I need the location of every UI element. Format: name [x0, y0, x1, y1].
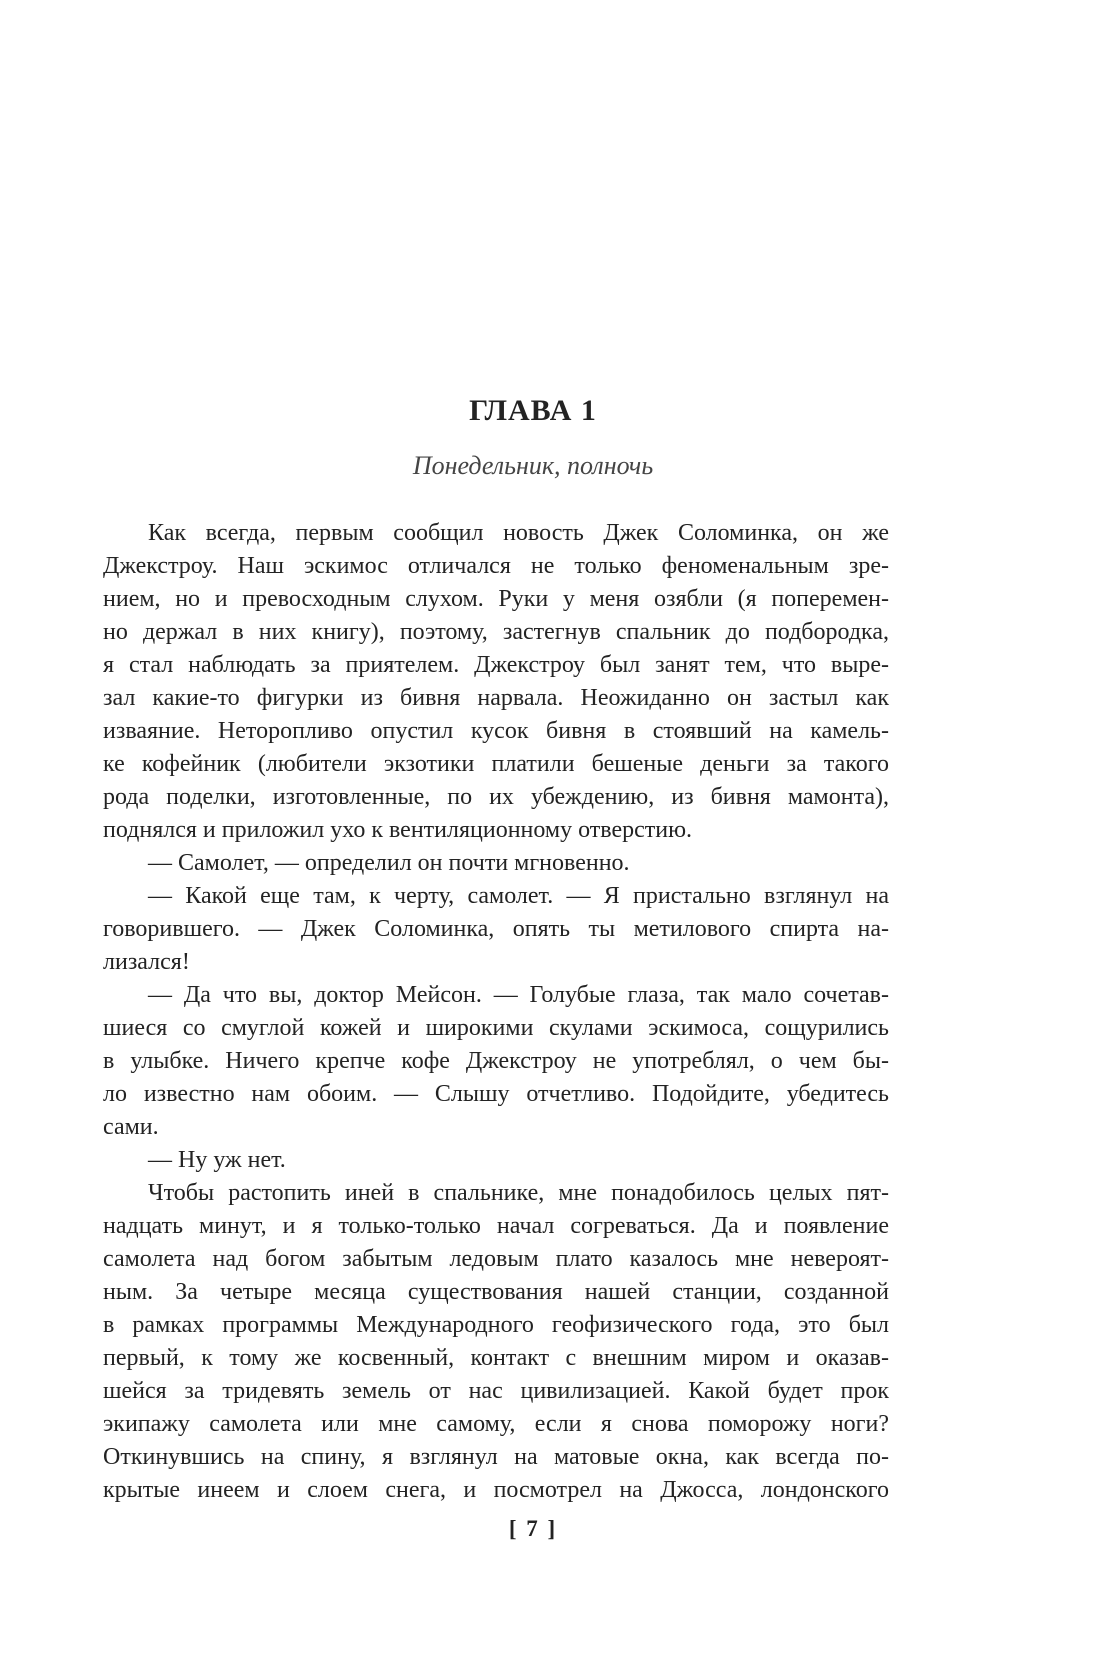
- text-line: первый, к тому же косвенный, контакт с внешним миром и оказав-: [103, 1345, 889, 1371]
- text-line: ке кофейник (любители экзотики платили бешеные деньги за такого: [103, 751, 889, 777]
- text-line: рода поделки, изготовленные, по их убеждению, из бивня мамонта),: [103, 784, 889, 810]
- paragraph: [103, 979, 889, 1144]
- text-line: изваяние. Неторопливо опустил кусок бивня в стоявший на камель-: [103, 718, 889, 744]
- text-line: — Какой еще там, к черту, самолет. — Я пристально взглянул на: [148, 883, 889, 909]
- text-line: говорившего. — Джек Соломинка, опять ты метилового спирта на-: [103, 916, 889, 942]
- text-line: зал какие-то фигурки из бивня нарвала. Неожиданно он застыл как: [103, 685, 889, 711]
- paragraph: [103, 1177, 889, 1507]
- text-line: Как всегда, первым сообщил новость Джек Соломинка, он же: [148, 520, 889, 546]
- page-number: [ 7 ]: [508, 1516, 558, 1541]
- text-line: — Да что вы, доктор Мейсон. — Голубые глаза, так мало сочетав-: [148, 982, 889, 1008]
- text-line: поднялся и приложил ухо к вентиляционному отверстию.: [103, 817, 693, 843]
- text-line: — Ну уж нет.: [148, 1147, 286, 1173]
- text-line: экипажу самолета или мне самому, если я снова поморожу ноги?: [103, 1411, 889, 1437]
- paragraph: [103, 1144, 889, 1177]
- paragraph: [103, 847, 889, 880]
- text-line: шиеся со смуглой кожей и широкими скулами эскимоса, сощурились: [103, 1015, 889, 1041]
- text-line: Чтобы растопить иней в спальнике, мне понадобилось целых пят-: [148, 1180, 889, 1206]
- text-line: но держал в них книгу), поэтому, застегнув спальник до подбородка,: [103, 619, 889, 645]
- text-line: в рамках программы Международного геофизического года, это был: [103, 1312, 889, 1338]
- text-line: Джекстроу. Наш эскимос отличался не только феноменальным зре-: [103, 553, 889, 579]
- text-line: сами.: [103, 1114, 159, 1140]
- text-line: ло известно нам обоим. — Слышу отчетливо. Подойдите, убедитесь: [103, 1081, 889, 1107]
- chapter-title: ГЛАВА 1: [469, 394, 597, 427]
- text-line: нием, но и превосходным слухом. Руки у меня озябли (я поперемен-: [103, 586, 889, 612]
- text-line: — Самолет, — определил он почти мгновенно.: [148, 850, 630, 876]
- text-line: ным. За четыре месяца существования нашей станции, созданной: [103, 1279, 889, 1305]
- text-line: самолета над богом забытым ледовым плато казалось мне невероят-: [103, 1246, 889, 1272]
- text-line: лизался!: [103, 949, 190, 975]
- body-text: [103, 517, 889, 1507]
- text-line: я стал наблюдать за приятелем. Джекстроу был занят тем, что выре-: [103, 652, 889, 678]
- text-line: Откинувшись на спину, я взглянул на матовые окна, как всегда по-: [103, 1444, 889, 1470]
- text-line: шейся за тридевять земель от нас цивилизацией. Какой будет прок: [103, 1378, 889, 1404]
- text-line: надцать минут, и я только-только начал согреваться. Да и появление: [103, 1213, 889, 1239]
- paragraph: [103, 880, 889, 979]
- chapter-subtitle: Понедельник, полночь: [412, 451, 654, 480]
- paragraph: [103, 517, 889, 847]
- text-line: крытые инеем и слоем снега, и посмотрел на Джосса, лондонского: [103, 1477, 889, 1503]
- text-line: в улыбке. Ничего крепче кофе Джекстроу не употреблял, о чем бы-: [103, 1048, 889, 1074]
